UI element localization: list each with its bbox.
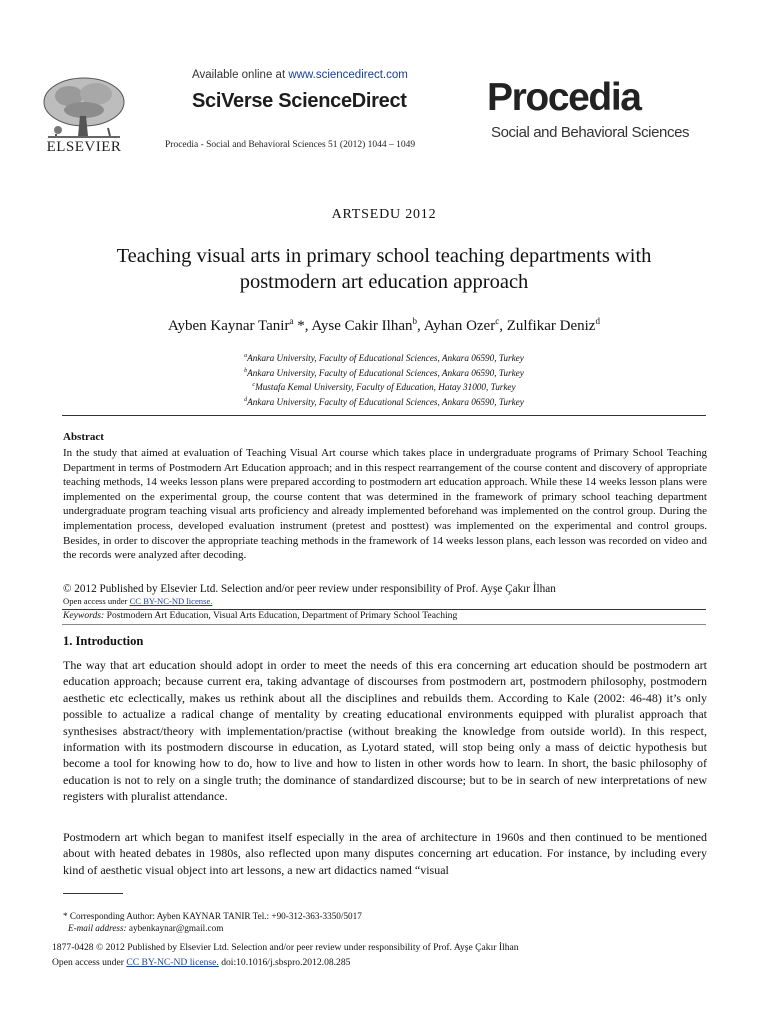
section-heading: 1. Introduction — [63, 634, 144, 648]
paper-title-line-2: postmodern art education approach — [239, 271, 529, 293]
open-access-doi-line — [52, 957, 350, 968]
keywords-text: Postmodern Art Education, Visual Arts Education, Department of Primary School Teaching — [106, 610, 458, 621]
journal-subtitle: Social and Behavioral Sciences — [491, 124, 690, 141]
divider — [62, 415, 706, 416]
abstract-heading: Abstract — [63, 431, 104, 443]
open-access-prefix: Open access under — [63, 596, 130, 606]
paper-title-line-1: Teaching visual arts in primary school teaching departments with — [116, 245, 652, 267]
corresponding-author-note: * Corresponding Author: Ayben KAYNAR TANIR Tel.: +90-312-363-3350/5017 — [63, 911, 362, 921]
affiliation-sup: c — [252, 382, 256, 389]
author-separator: , — [417, 318, 424, 334]
journal-citation: Procedia - Social and Behavioral Sciences 51 (2012) 1044 – 1049 — [165, 140, 416, 150]
keywords-line — [63, 610, 457, 621]
body-paragraph: The way that art education should adopt in order to meet the needs of this era concerning art education should be postmodern art education approach; because current era, taking advantage of discourses from postmodern art, postmodern philosophy, postmodern aesthetic etc eclectically, makes us rethink about all the disciplines and rebuilds them. According to Kale (2002: 46-48) it’s only possible to actualize a radical change of mentality by creating educational environments equipped with pluralist approach that synthesises abstract/theory with implementation/practise (without breaking the knowledge from outside world). In this respect, information with its postmodern discourse in education, as Lyotard stated, will stop being only a mass of deictic hypothesis but become a tool for knowing how to do, how to live and how to listen in other words how to learn. In short, the basic philosophy of education is not to rely on a single truth; the dominance of standardized discourse; but to be in search of new interpretations of new registers with pluralist attendance. — [63, 658, 707, 804]
available-prefix: Available online at — [192, 69, 289, 81]
affiliation-item — [0, 365, 768, 380]
author-list — [0, 316, 768, 335]
email-label: E-mail address: — [68, 923, 127, 933]
paper-title — [60, 243, 708, 295]
license-link[interactable]: CC BY-NC-ND license. — [129, 596, 213, 606]
body-paragraph: Postmodern art which began to manifest itself especially in the area of architecture in 1960s and then continued to be mentioned about with heated debates in 1980s, also reflected upon many disputes concerning art education. For instance, by including every kind of aesthetic visual object into art lessons, a new art didactics named “visual — [63, 830, 707, 877]
footnote-divider — [63, 893, 123, 894]
open-access-prefix: Open access under — [52, 957, 127, 968]
affiliation-item — [0, 350, 768, 365]
affiliation-text: Ankara University, Faculty of Educational Sciences, Ankara 06590, Turkey — [247, 367, 524, 378]
divider — [62, 624, 706, 625]
abstract-body: In the study that aimed at evaluation of Teaching Visual Art course which takes place in undergraduate programs of Primary School Teaching Department in terms of Postmodern Art Education approach; and in this respect rearrangement of the course content and discovery of appropriate teaching methods, 14 weeks lesson plans were prepared according to postmodern art education approach. While these 14 weeks lesson plans were implemented on the experimental group, the course content that was determined in the framework of primary school teaching department undergraduate program teaching visual arts proficiency and already implemented beforehand was implemented on the control group. During the implementation process, developed evaluation instrument (pretest and posttest) was implemented on the experimental and control groups. Besides, in order to discover the appropriate teaching methods in the framework of 14 weeks lesson plans, each lesson was recorded on video and the records were analyzed after decoding. — [63, 447, 707, 562]
author-name: Ayhan Ozer — [423, 318, 496, 334]
affiliation-text: Ankara University, Faculty of Educational Sciences, Ankara 06590, Turkey — [247, 353, 524, 364]
keywords-label: Keywords: — [63, 610, 105, 621]
copyright-line: © 2012 Published by Elsevier Ltd. Selection and/or peer review under responsibility of Prof. Ayşe Çakır İlhan — [63, 583, 556, 595]
affiliation-text: Mustafa Kemal University, Faculty of Education, Hatay 31000, Turkey — [255, 382, 516, 393]
author-name: Ayse Cakir Ilhan — [311, 318, 413, 334]
publisher-name: ELSEVIER — [46, 139, 122, 155]
conference-name: ARTSEDU 2012 — [331, 207, 437, 222]
license-link[interactable]: CC BY-NC-ND license. — [126, 957, 219, 968]
affiliation-text: Ankara University, Faculty of Educational Sciences, Ankara 06590, Turkey — [247, 397, 524, 408]
affiliation-list — [0, 350, 768, 409]
affiliation-item — [0, 379, 768, 394]
affiliation-sup: d — [244, 396, 248, 403]
journal-name: Procedia — [487, 76, 641, 119]
author-sup: c — [495, 316, 500, 326]
issn-line: 1877-0428 © 2012 Published by Elsevier Ltd. Selection and/or peer review under responsibility of Prof. Ayşe Çakır İlhan — [52, 942, 519, 953]
email-address[interactable]: aybenkaynar@gmail.com — [128, 923, 224, 933]
available-online-line — [192, 69, 408, 81]
author-sup: d — [595, 316, 600, 326]
sciencedirect-url[interactable]: www.sciencedirect.com — [288, 69, 408, 81]
author-separator: *, — [293, 318, 312, 334]
affiliation-sup: a — [244, 353, 248, 359]
affiliation-item — [0, 394, 768, 409]
author-separator: , — [499, 318, 507, 334]
open-access-line — [63, 596, 212, 606]
author-name: Zulfikar Deniz — [506, 318, 596, 334]
affiliation-sup: b — [244, 367, 248, 374]
author-sup: b — [412, 316, 418, 326]
author-name: Ayben Kaynar Tanir — [168, 318, 290, 334]
doi: doi:10.1016/j.sbspro.2012.08.285 — [218, 957, 351, 968]
author-sup: a — [289, 316, 294, 326]
email-note — [68, 923, 223, 933]
platform-name: SciVerse ScienceDirect — [192, 90, 407, 112]
